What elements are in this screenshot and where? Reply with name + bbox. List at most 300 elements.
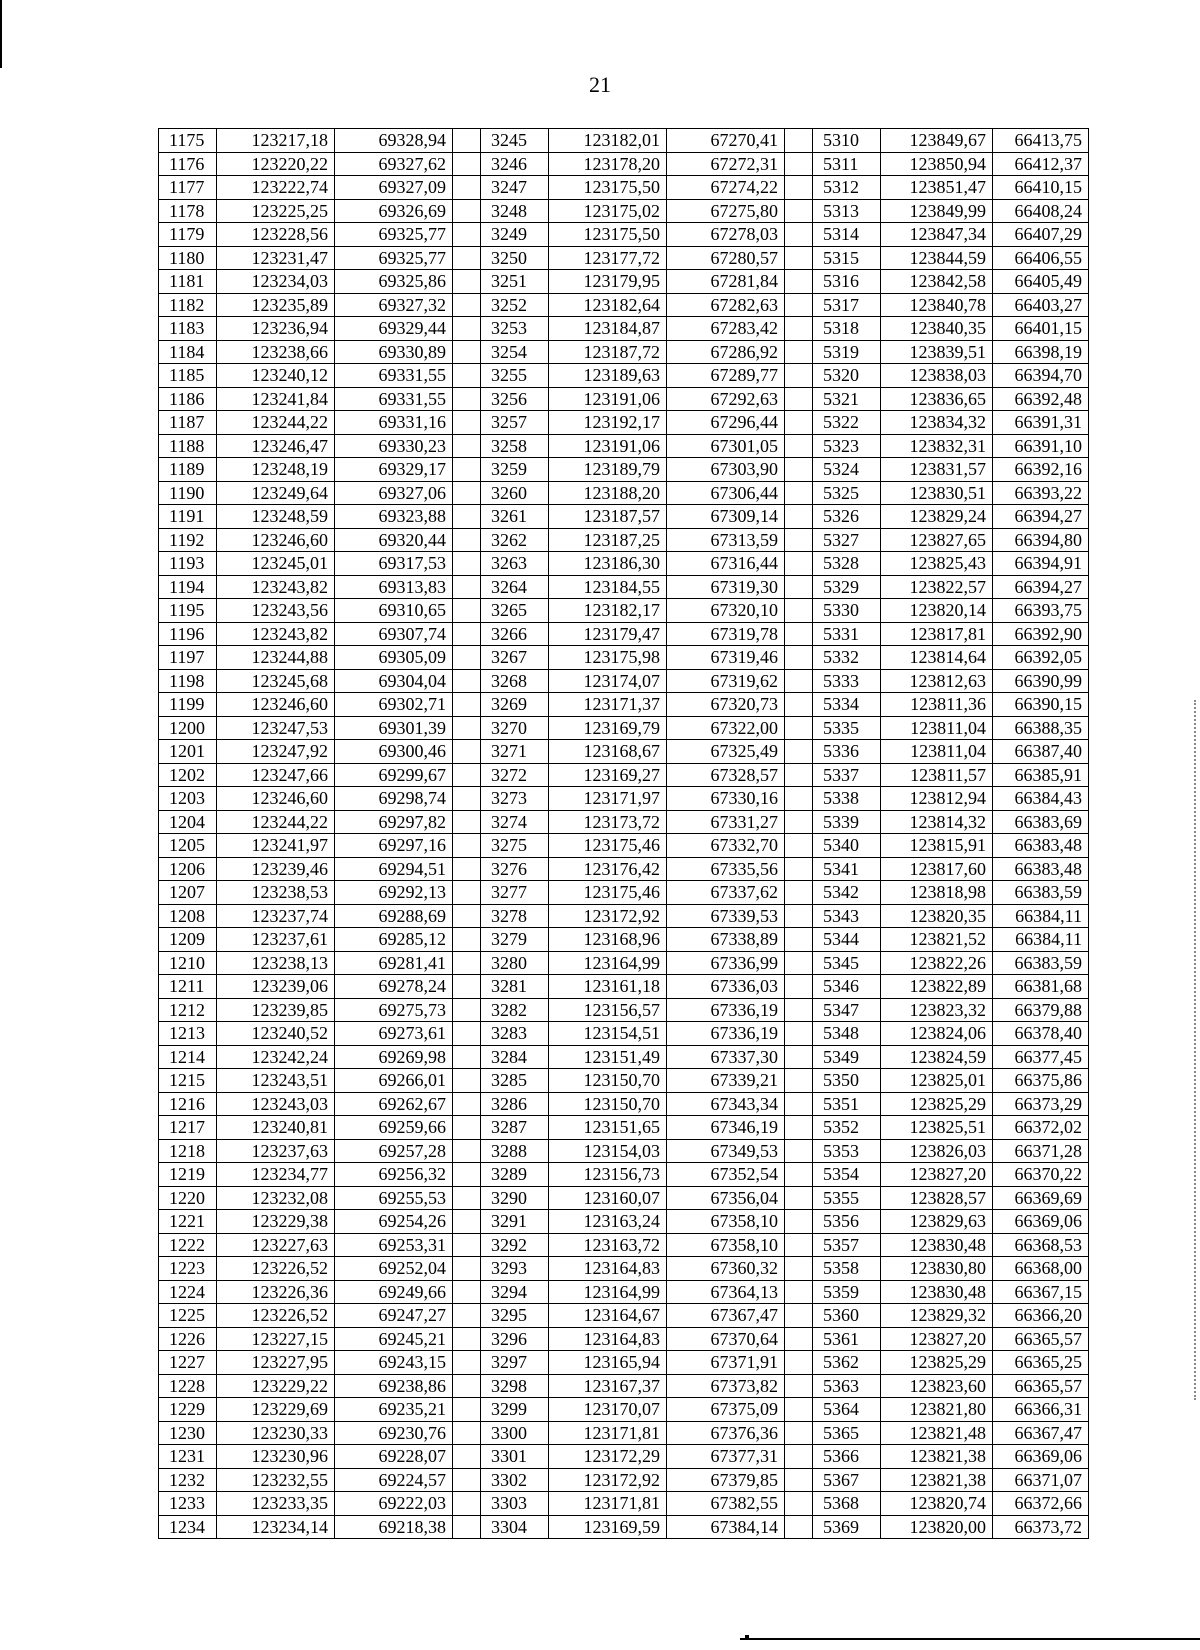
x-coordinate-c-cell: 123823,60 bbox=[881, 1374, 993, 1398]
spacer-cell bbox=[453, 364, 481, 388]
spacer-cell bbox=[453, 411, 481, 435]
point-number-c-cell: 5322 bbox=[813, 411, 881, 435]
point-number-b-cell: 3291 bbox=[481, 1210, 549, 1234]
spacer-cell bbox=[453, 552, 481, 576]
table-row bbox=[159, 599, 1089, 623]
y-coordinate-c-cell: 66406,55 bbox=[993, 246, 1089, 270]
x-coordinate-a-cell: 123238,13 bbox=[217, 951, 335, 975]
point-number-b-cell: 3267 bbox=[481, 646, 549, 670]
y-coordinate-c-cell: 66383,48 bbox=[993, 857, 1089, 881]
x-coordinate-a-cell: 123247,92 bbox=[217, 740, 335, 764]
y-coordinate-b-cell: 67270,41 bbox=[667, 129, 785, 153]
point-number-c-cell: 5367 bbox=[813, 1468, 881, 1492]
x-coordinate-a-cell: 123240,12 bbox=[217, 364, 335, 388]
y-coordinate-b-cell: 67358,10 bbox=[667, 1210, 785, 1234]
x-coordinate-b-cell: 123182,17 bbox=[549, 599, 667, 623]
x-coordinate-a-cell: 123227,95 bbox=[217, 1351, 335, 1375]
spacer-cell bbox=[453, 1163, 481, 1187]
y-coordinate-b-cell: 67376,36 bbox=[667, 1421, 785, 1445]
point-number-c-cell: 5332 bbox=[813, 646, 881, 670]
point-number-a-cell: 1202 bbox=[159, 763, 217, 787]
y-coordinate-c-cell: 66371,07 bbox=[993, 1468, 1089, 1492]
table-row bbox=[159, 223, 1089, 247]
y-coordinate-c-cell: 66394,27 bbox=[993, 505, 1089, 529]
point-number-a-cell: 1208 bbox=[159, 904, 217, 928]
y-coordinate-a-cell: 69305,09 bbox=[335, 646, 453, 670]
spacer-cell bbox=[785, 975, 813, 999]
y-coordinate-b-cell: 67280,57 bbox=[667, 246, 785, 270]
point-number-c-cell: 5353 bbox=[813, 1139, 881, 1163]
point-number-c-cell: 5362 bbox=[813, 1351, 881, 1375]
y-coordinate-c-cell: 66373,72 bbox=[993, 1515, 1089, 1539]
y-coordinate-a-cell: 69294,51 bbox=[335, 857, 453, 881]
point-number-c-cell: 5312 bbox=[813, 176, 881, 200]
y-coordinate-c-cell: 66390,15 bbox=[993, 693, 1089, 717]
y-coordinate-b-cell: 67272,31 bbox=[667, 152, 785, 176]
spacer-cell bbox=[785, 928, 813, 952]
x-coordinate-c-cell: 123825,51 bbox=[881, 1116, 993, 1140]
table-row bbox=[159, 1069, 1089, 1093]
table-row bbox=[159, 1280, 1089, 1304]
y-coordinate-a-cell: 69326,69 bbox=[335, 199, 453, 223]
y-coordinate-a-cell: 69275,73 bbox=[335, 998, 453, 1022]
x-coordinate-b-cell: 123154,51 bbox=[549, 1022, 667, 1046]
table-row bbox=[159, 1163, 1089, 1187]
y-coordinate-a-cell: 69330,23 bbox=[335, 434, 453, 458]
x-coordinate-c-cell: 123817,60 bbox=[881, 857, 993, 881]
x-coordinate-c-cell: 123821,48 bbox=[881, 1421, 993, 1445]
spacer-cell bbox=[785, 411, 813, 435]
point-number-a-cell: 1225 bbox=[159, 1304, 217, 1328]
x-coordinate-c-cell: 123820,74 bbox=[881, 1492, 993, 1516]
x-coordinate-b-cell: 123154,03 bbox=[549, 1139, 667, 1163]
spacer-cell bbox=[453, 223, 481, 247]
x-coordinate-a-cell: 123246,47 bbox=[217, 434, 335, 458]
x-coordinate-b-cell: 123182,64 bbox=[549, 293, 667, 317]
point-number-c-cell: 5319 bbox=[813, 340, 881, 364]
spacer-cell bbox=[785, 998, 813, 1022]
y-coordinate-b-cell: 67309,14 bbox=[667, 505, 785, 529]
x-coordinate-b-cell: 123156,73 bbox=[549, 1163, 667, 1187]
point-number-c-cell: 5320 bbox=[813, 364, 881, 388]
spacer-cell bbox=[453, 622, 481, 646]
point-number-b-cell: 3262 bbox=[481, 528, 549, 552]
point-number-b-cell: 3295 bbox=[481, 1304, 549, 1328]
x-coordinate-c-cell: 123820,14 bbox=[881, 599, 993, 623]
table-row bbox=[159, 1092, 1089, 1116]
point-number-b-cell: 3301 bbox=[481, 1445, 549, 1469]
point-number-a-cell: 1213 bbox=[159, 1022, 217, 1046]
y-coordinate-b-cell: 67332,70 bbox=[667, 834, 785, 858]
point-number-a-cell: 1217 bbox=[159, 1116, 217, 1140]
point-number-b-cell: 3303 bbox=[481, 1492, 549, 1516]
point-number-c-cell: 5341 bbox=[813, 857, 881, 881]
y-coordinate-a-cell: 69254,26 bbox=[335, 1210, 453, 1234]
y-coordinate-b-cell: 67320,10 bbox=[667, 599, 785, 623]
spacer-cell bbox=[453, 857, 481, 881]
spacer-cell bbox=[453, 1327, 481, 1351]
point-number-c-cell: 5331 bbox=[813, 622, 881, 646]
point-number-b-cell: 3290 bbox=[481, 1186, 549, 1210]
x-coordinate-a-cell: 123226,52 bbox=[217, 1304, 335, 1328]
point-number-a-cell: 1180 bbox=[159, 246, 217, 270]
x-coordinate-c-cell: 123834,32 bbox=[881, 411, 993, 435]
x-coordinate-b-cell: 123169,27 bbox=[549, 763, 667, 787]
spacer-cell bbox=[453, 1069, 481, 1093]
point-number-a-cell: 1214 bbox=[159, 1045, 217, 1069]
y-coordinate-b-cell: 67274,22 bbox=[667, 176, 785, 200]
x-coordinate-a-cell: 123229,69 bbox=[217, 1398, 335, 1422]
table-row bbox=[159, 1398, 1089, 1422]
point-number-b-cell: 3251 bbox=[481, 270, 549, 294]
spacer-cell bbox=[785, 481, 813, 505]
y-coordinate-c-cell: 66413,75 bbox=[993, 129, 1089, 153]
x-coordinate-a-cell: 123222,74 bbox=[217, 176, 335, 200]
table-row bbox=[159, 1045, 1089, 1069]
y-coordinate-a-cell: 69245,21 bbox=[335, 1327, 453, 1351]
y-coordinate-a-cell: 69328,94 bbox=[335, 129, 453, 153]
spacer-cell bbox=[453, 951, 481, 975]
point-number-c-cell: 5343 bbox=[813, 904, 881, 928]
point-number-b-cell: 3247 bbox=[481, 176, 549, 200]
spacer-cell bbox=[453, 1515, 481, 1539]
spacer-cell bbox=[785, 364, 813, 388]
y-coordinate-a-cell: 69331,55 bbox=[335, 387, 453, 411]
x-coordinate-a-cell: 123217,18 bbox=[217, 129, 335, 153]
x-coordinate-b-cell: 123174,07 bbox=[549, 669, 667, 693]
x-coordinate-a-cell: 123248,19 bbox=[217, 458, 335, 482]
table-row bbox=[159, 740, 1089, 764]
table-row bbox=[159, 1139, 1089, 1163]
point-number-b-cell: 3259 bbox=[481, 458, 549, 482]
point-number-c-cell: 5344 bbox=[813, 928, 881, 952]
y-coordinate-c-cell: 66391,10 bbox=[993, 434, 1089, 458]
point-number-a-cell: 1234 bbox=[159, 1515, 217, 1539]
x-coordinate-b-cell: 123168,67 bbox=[549, 740, 667, 764]
x-coordinate-c-cell: 123825,43 bbox=[881, 552, 993, 576]
point-number-b-cell: 3293 bbox=[481, 1257, 549, 1281]
point-number-b-cell: 3277 bbox=[481, 881, 549, 905]
y-coordinate-b-cell: 67325,49 bbox=[667, 740, 785, 764]
y-coordinate-a-cell: 69299,67 bbox=[335, 763, 453, 787]
x-coordinate-c-cell: 123827,20 bbox=[881, 1163, 993, 1187]
spacer-cell bbox=[785, 246, 813, 270]
x-coordinate-a-cell: 123244,22 bbox=[217, 411, 335, 435]
spacer-cell bbox=[785, 317, 813, 341]
x-coordinate-a-cell: 123232,55 bbox=[217, 1468, 335, 1492]
x-coordinate-b-cell: 123175,50 bbox=[549, 176, 667, 200]
point-number-a-cell: 1224 bbox=[159, 1280, 217, 1304]
point-number-b-cell: 3302 bbox=[481, 1468, 549, 1492]
x-coordinate-b-cell: 123187,72 bbox=[549, 340, 667, 364]
spacer-cell bbox=[453, 129, 481, 153]
x-coordinate-c-cell: 123820,35 bbox=[881, 904, 993, 928]
y-coordinate-b-cell: 67278,03 bbox=[667, 223, 785, 247]
x-coordinate-a-cell: 123245,68 bbox=[217, 669, 335, 693]
point-number-b-cell: 3245 bbox=[481, 129, 549, 153]
y-coordinate-b-cell: 67319,62 bbox=[667, 669, 785, 693]
point-number-b-cell: 3304 bbox=[481, 1515, 549, 1539]
x-coordinate-a-cell: 123237,61 bbox=[217, 928, 335, 952]
x-coordinate-c-cell: 123828,57 bbox=[881, 1186, 993, 1210]
y-coordinate-b-cell: 67337,62 bbox=[667, 881, 785, 905]
point-number-a-cell: 1229 bbox=[159, 1398, 217, 1422]
spacer-cell bbox=[453, 810, 481, 834]
spacer-cell bbox=[785, 293, 813, 317]
x-coordinate-a-cell: 123225,25 bbox=[217, 199, 335, 223]
y-coordinate-a-cell: 69304,04 bbox=[335, 669, 453, 693]
x-coordinate-b-cell: 123179,95 bbox=[549, 270, 667, 294]
y-coordinate-b-cell: 67320,73 bbox=[667, 693, 785, 717]
point-number-a-cell: 1231 bbox=[159, 1445, 217, 1469]
x-coordinate-a-cell: 123240,81 bbox=[217, 1116, 335, 1140]
y-coordinate-c-cell: 66383,59 bbox=[993, 951, 1089, 975]
y-coordinate-a-cell: 69331,16 bbox=[335, 411, 453, 435]
y-coordinate-c-cell: 66379,88 bbox=[993, 998, 1089, 1022]
x-coordinate-a-cell: 123234,14 bbox=[217, 1515, 335, 1539]
x-coordinate-b-cell: 123188,20 bbox=[549, 481, 667, 505]
x-coordinate-b-cell: 123156,57 bbox=[549, 998, 667, 1022]
spacer-cell bbox=[453, 904, 481, 928]
y-coordinate-b-cell: 67335,56 bbox=[667, 857, 785, 881]
y-coordinate-a-cell: 69298,74 bbox=[335, 787, 453, 811]
table-row bbox=[159, 1304, 1089, 1328]
x-coordinate-a-cell: 123244,22 bbox=[217, 810, 335, 834]
x-coordinate-b-cell: 123171,97 bbox=[549, 787, 667, 811]
spacer-cell bbox=[453, 1468, 481, 1492]
spacer-cell bbox=[453, 787, 481, 811]
x-coordinate-b-cell: 123151,65 bbox=[549, 1116, 667, 1140]
point-number-b-cell: 3265 bbox=[481, 599, 549, 623]
y-coordinate-c-cell: 66367,47 bbox=[993, 1421, 1089, 1445]
point-number-a-cell: 1194 bbox=[159, 575, 217, 599]
y-coordinate-c-cell: 66401,15 bbox=[993, 317, 1089, 341]
x-coordinate-a-cell: 123241,97 bbox=[217, 834, 335, 858]
x-coordinate-a-cell: 123246,60 bbox=[217, 787, 335, 811]
point-number-b-cell: 3269 bbox=[481, 693, 549, 717]
point-number-b-cell: 3289 bbox=[481, 1163, 549, 1187]
table-row bbox=[159, 763, 1089, 787]
spacer-cell bbox=[785, 270, 813, 294]
point-number-b-cell: 3261 bbox=[481, 505, 549, 529]
table-row bbox=[159, 246, 1089, 270]
point-number-c-cell: 5365 bbox=[813, 1421, 881, 1445]
y-coordinate-a-cell: 69238,86 bbox=[335, 1374, 453, 1398]
x-coordinate-c-cell: 123830,51 bbox=[881, 481, 993, 505]
spacer-cell bbox=[453, 1492, 481, 1516]
table-row bbox=[159, 1374, 1089, 1398]
spacer-cell bbox=[785, 223, 813, 247]
spacer-cell bbox=[453, 1374, 481, 1398]
point-number-b-cell: 3275 bbox=[481, 834, 549, 858]
point-number-c-cell: 5327 bbox=[813, 528, 881, 552]
table-row bbox=[159, 270, 1089, 294]
point-number-a-cell: 1178 bbox=[159, 199, 217, 223]
y-coordinate-b-cell: 67330,16 bbox=[667, 787, 785, 811]
point-number-a-cell: 1209 bbox=[159, 928, 217, 952]
point-number-a-cell: 1183 bbox=[159, 317, 217, 341]
table-row bbox=[159, 575, 1089, 599]
x-coordinate-a-cell: 123238,66 bbox=[217, 340, 335, 364]
point-number-a-cell: 1186 bbox=[159, 387, 217, 411]
y-coordinate-c-cell: 66368,53 bbox=[993, 1233, 1089, 1257]
y-coordinate-b-cell: 67343,34 bbox=[667, 1092, 785, 1116]
point-number-a-cell: 1190 bbox=[159, 481, 217, 505]
point-number-c-cell: 5324 bbox=[813, 458, 881, 482]
y-coordinate-b-cell: 67306,44 bbox=[667, 481, 785, 505]
spacer-cell bbox=[785, 199, 813, 223]
x-coordinate-b-cell: 123175,46 bbox=[549, 834, 667, 858]
point-number-b-cell: 3279 bbox=[481, 928, 549, 952]
y-coordinate-c-cell: 66366,20 bbox=[993, 1304, 1089, 1328]
point-number-c-cell: 5335 bbox=[813, 716, 881, 740]
point-number-a-cell: 1220 bbox=[159, 1186, 217, 1210]
x-coordinate-c-cell: 123840,35 bbox=[881, 317, 993, 341]
point-number-a-cell: 1212 bbox=[159, 998, 217, 1022]
point-number-b-cell: 3274 bbox=[481, 810, 549, 834]
point-number-b-cell: 3263 bbox=[481, 552, 549, 576]
x-coordinate-a-cell: 123226,36 bbox=[217, 1280, 335, 1304]
x-coordinate-c-cell: 123829,63 bbox=[881, 1210, 993, 1234]
point-number-c-cell: 5328 bbox=[813, 552, 881, 576]
x-coordinate-b-cell: 123184,87 bbox=[549, 317, 667, 341]
y-coordinate-b-cell: 67382,55 bbox=[667, 1492, 785, 1516]
x-coordinate-c-cell: 123838,03 bbox=[881, 364, 993, 388]
x-coordinate-c-cell: 123821,80 bbox=[881, 1398, 993, 1422]
x-coordinate-b-cell: 123171,37 bbox=[549, 693, 667, 717]
table-row bbox=[159, 176, 1089, 200]
x-coordinate-a-cell: 123220,22 bbox=[217, 152, 335, 176]
point-number-b-cell: 3296 bbox=[481, 1327, 549, 1351]
point-number-c-cell: 5318 bbox=[813, 317, 881, 341]
y-coordinate-a-cell: 69253,31 bbox=[335, 1233, 453, 1257]
y-coordinate-a-cell: 69257,28 bbox=[335, 1139, 453, 1163]
x-coordinate-a-cell: 123243,82 bbox=[217, 575, 335, 599]
point-number-c-cell: 5321 bbox=[813, 387, 881, 411]
point-number-b-cell: 3264 bbox=[481, 575, 549, 599]
x-coordinate-a-cell: 123247,66 bbox=[217, 763, 335, 787]
x-coordinate-c-cell: 123818,98 bbox=[881, 881, 993, 905]
point-number-c-cell: 5359 bbox=[813, 1280, 881, 1304]
y-coordinate-b-cell: 67379,85 bbox=[667, 1468, 785, 1492]
y-coordinate-c-cell: 66385,91 bbox=[993, 763, 1089, 787]
point-number-c-cell: 5366 bbox=[813, 1445, 881, 1469]
x-coordinate-b-cell: 123150,70 bbox=[549, 1092, 667, 1116]
y-coordinate-a-cell: 69329,44 bbox=[335, 317, 453, 341]
y-coordinate-a-cell: 69301,39 bbox=[335, 716, 453, 740]
table-row bbox=[159, 458, 1089, 482]
y-coordinate-c-cell: 66394,91 bbox=[993, 552, 1089, 576]
point-number-a-cell: 1175 bbox=[159, 129, 217, 153]
y-coordinate-b-cell: 67289,77 bbox=[667, 364, 785, 388]
table-row bbox=[159, 505, 1089, 529]
y-coordinate-c-cell: 66378,40 bbox=[993, 1022, 1089, 1046]
y-coordinate-b-cell: 67336,03 bbox=[667, 975, 785, 999]
y-coordinate-c-cell: 66393,22 bbox=[993, 481, 1089, 505]
point-number-a-cell: 1203 bbox=[159, 787, 217, 811]
spacer-cell bbox=[453, 152, 481, 176]
point-number-a-cell: 1184 bbox=[159, 340, 217, 364]
y-coordinate-b-cell: 67286,92 bbox=[667, 340, 785, 364]
spacer-cell bbox=[785, 1210, 813, 1234]
y-coordinate-c-cell: 66393,75 bbox=[993, 599, 1089, 623]
y-coordinate-c-cell: 66387,40 bbox=[993, 740, 1089, 764]
point-number-c-cell: 5358 bbox=[813, 1257, 881, 1281]
x-coordinate-c-cell: 123821,38 bbox=[881, 1445, 993, 1469]
x-coordinate-a-cell: 123229,38 bbox=[217, 1210, 335, 1234]
spacer-cell bbox=[453, 1398, 481, 1422]
x-coordinate-b-cell: 123182,01 bbox=[549, 129, 667, 153]
table-row bbox=[159, 669, 1089, 693]
y-coordinate-c-cell: 66403,27 bbox=[993, 293, 1089, 317]
spacer-cell bbox=[785, 1139, 813, 1163]
table-row bbox=[159, 622, 1089, 646]
spacer-cell bbox=[453, 834, 481, 858]
x-coordinate-b-cell: 123187,25 bbox=[549, 528, 667, 552]
x-coordinate-a-cell: 123248,59 bbox=[217, 505, 335, 529]
x-coordinate-a-cell: 123231,47 bbox=[217, 246, 335, 270]
y-coordinate-b-cell: 67336,99 bbox=[667, 951, 785, 975]
table-row bbox=[159, 1468, 1089, 1492]
point-number-a-cell: 1216 bbox=[159, 1092, 217, 1116]
point-number-c-cell: 5364 bbox=[813, 1398, 881, 1422]
bottom-mark bbox=[745, 1635, 749, 1638]
table-row bbox=[159, 1492, 1089, 1516]
spacer-cell bbox=[785, 1398, 813, 1422]
spacer-cell bbox=[453, 1210, 481, 1234]
table-row bbox=[159, 1233, 1089, 1257]
point-number-b-cell: 3276 bbox=[481, 857, 549, 881]
point-number-a-cell: 1200 bbox=[159, 716, 217, 740]
y-coordinate-c-cell: 66369,06 bbox=[993, 1445, 1089, 1469]
table-row bbox=[159, 129, 1089, 153]
x-coordinate-c-cell: 123821,38 bbox=[881, 1468, 993, 1492]
x-coordinate-b-cell: 123151,49 bbox=[549, 1045, 667, 1069]
x-coordinate-a-cell: 123234,03 bbox=[217, 270, 335, 294]
spacer-cell bbox=[785, 1327, 813, 1351]
y-coordinate-b-cell: 67349,53 bbox=[667, 1139, 785, 1163]
x-coordinate-a-cell: 123241,84 bbox=[217, 387, 335, 411]
spacer-cell bbox=[453, 434, 481, 458]
y-coordinate-a-cell: 69278,24 bbox=[335, 975, 453, 999]
spacer-cell bbox=[785, 152, 813, 176]
point-number-a-cell: 1226 bbox=[159, 1327, 217, 1351]
x-coordinate-a-cell: 123244,88 bbox=[217, 646, 335, 670]
point-number-c-cell: 5326 bbox=[813, 505, 881, 529]
coordinates-table bbox=[158, 128, 1089, 1539]
spacer-cell bbox=[453, 763, 481, 787]
y-coordinate-a-cell: 69218,38 bbox=[335, 1515, 453, 1539]
x-coordinate-c-cell: 123814,32 bbox=[881, 810, 993, 834]
x-coordinate-a-cell: 123245,01 bbox=[217, 552, 335, 576]
spacer-cell bbox=[785, 387, 813, 411]
y-coordinate-a-cell: 69307,74 bbox=[335, 622, 453, 646]
spacer-cell bbox=[785, 693, 813, 717]
point-number-a-cell: 1197 bbox=[159, 646, 217, 670]
x-coordinate-c-cell: 123811,04 bbox=[881, 740, 993, 764]
y-coordinate-b-cell: 67346,19 bbox=[667, 1116, 785, 1140]
y-coordinate-c-cell: 66394,27 bbox=[993, 575, 1089, 599]
x-coordinate-a-cell: 123246,60 bbox=[217, 693, 335, 717]
spacer-cell bbox=[453, 1257, 481, 1281]
point-number-a-cell: 1189 bbox=[159, 458, 217, 482]
x-coordinate-a-cell: 123230,33 bbox=[217, 1421, 335, 1445]
y-coordinate-c-cell: 66365,57 bbox=[993, 1374, 1089, 1398]
x-coordinate-c-cell: 123847,34 bbox=[881, 223, 993, 247]
point-number-a-cell: 1176 bbox=[159, 152, 217, 176]
y-coordinate-b-cell: 67283,42 bbox=[667, 317, 785, 341]
point-number-a-cell: 1192 bbox=[159, 528, 217, 552]
